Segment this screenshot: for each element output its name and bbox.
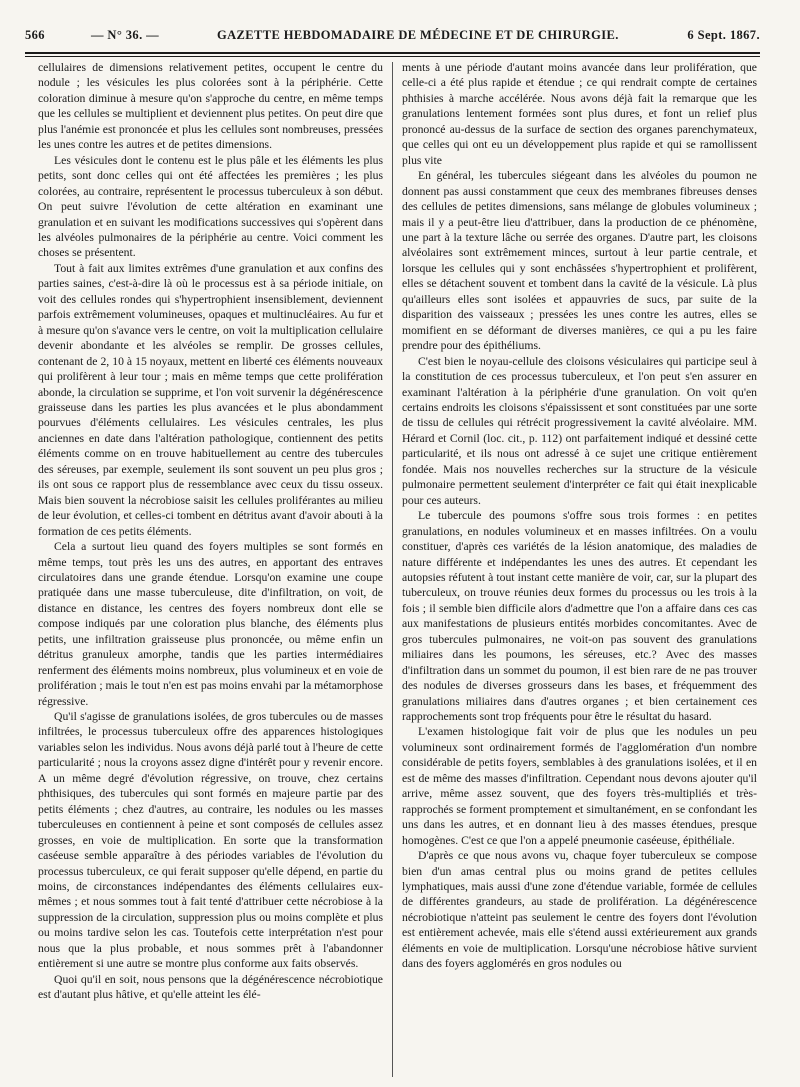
left-column — [38, 60, 383, 1003]
paragraph: Cela a surtout lieu quand des foyers multiples se sont formés en même temps, tout près les uns des autres, en apportant des entraves circulatoires dans une grande étendue. Lorsqu'on examine une coupe pratiquée dans une masse tuberculeuse, dite d'infiltration, on voit, de distance en distance, les centres des foyers nombreux dont elle se compose indiqués par une coloration plus blanche, des éléments plus petits, une infiltration graisseuse plus prononcée, ou même enfin un détritus granuleux amorphe, tandis que les parties intermédiaires renferment des éléments moins nombreux, plus volumineux et en voie de prolifération ; mais le tout n'en est pas moins envahi par la métamorphose régressive. — [38, 540, 383, 708]
paragraph: L'examen histologique fait voir de plus que les nodules un peu volumineux sont ordinairement formés de l'agglomération d'un nombre considérable de petits foyers, semblables à des granulations isolées, et il en est de même des masses d'infiltration. Cependant nous devons ajouter qu'il arrive, même assez souvent, que des foyers très-multipliés et très-rapprochés se forment promptement et simultanément, en se confondant les uns dans les autres, et en donnant lieu à des masses étendues, presque homogènes. C'est ce que l'on a appelé pneumonie caséeuse, épithéliale. — [402, 725, 757, 847]
paragraph: C'est bien le noyau-cellule des cloisons vésiculaires qui participe seul à la constitution de ces processus tuberculeux, et l'on peut s'en assurer en examinant l'altération à la périphérie d'une granulation. On voit qu'en certains endroits les cloisons s'épaississent et sont constituées par une sorte de tissu de cellules qui rétrécit progressivement la cavité alvéolaire. MM. Hérard et Cornil (loc. cit., p. 112) ont parfaitement indiqué et dessiné cette particularité, et ils nous ont adressé à ce sujet une critique entièrement fondée. Mais nos nouvelles recherches sur la structure de la vésicule pulmonaire permettent seulement d'interpréter ce fait qui était inexplicable pour ces auteurs. — [402, 354, 757, 507]
header-rule-thick — [25, 52, 760, 54]
issue-number: — N° 36. — — [91, 28, 160, 42]
journal-title: GAZETTE HEBDOMADAIRE DE MÉDECINE ET DE CHIRURGIE. — [217, 28, 619, 42]
page-header — [25, 28, 760, 48]
paragraph: cellulaires de dimensions relativement petites, occupent le centre du nodule ; les vésicules les plus colorées sont à la périphérie. Cette coloration diminue à mesure qu'on s'approche du centre, en même temps que les cellules se multiplient et deviennent plus petites. On peut dire que plus l'anémie est prononcée et plus les cellules sont nombreuses, pressées les unes contre les autres et de petites dimensions. — [38, 61, 383, 152]
paragraph: Le tubercule des poumons s'offre sous trois formes : en petites granulations, en nodules volumineux et en masses infiltrées. On a voulu constituer, d'après ces variétés de la lésion anatomique, des maladies de nature différente et indépendantes les unes des autres. Et cependant les autopsies réfutent à tout instant cette manière de voir, car, sur la plupart des tuberculeux, on trouve réunies deux formes du processus ou les trois à la fois ; il semble bien difficile alors d'admettre que l'on a affaire dans ces cas aux manifestations de plusieurs entités morbides concomitantes. Avec de gros tubercules pulmonaires, ne voit-on pas souvent des granulations miliaires dans les poumons, les séreuses, etc.? Avec des masses d'infiltration dans un sommet du poumon, il est bien rare de ne pas trouver des nodules de diverses grosseurs dans les bases, et fréquemment des granulations miliaires dans d'autres organes ; et bien certainement ces rapprochements sont trop fréquents pour être le résultat du hasard. — [402, 509, 757, 724]
header-rule-thin — [25, 56, 760, 57]
paragraph: Qu'il s'agisse de granulations isolées, de gros tubercules ou de masses infiltrées, le processus tuberculeux offre des apparences histologiques variables selon les individus. Nous avons déjà parlé tout à l'heure de cette particularité ; nous la croyons assez digne d'intérêt pour y revenir encore. A un même degré d'évolution régressive, on trouve, chez certains phthisiques, des tubercules qui sont formés en majeure partie par des petits éléments ; chez d'autres, au contraire, les nodules ou les masses tuberculeuses en contiennent à peine et sont composés de cellules assez grosses, en voie de multiplication. En sorte que la transformation caséeuse semble apparaître à des périodes variables de l'évolution du processus tuberculeux, ce qui ferait supposer qu'elle dépend, en partie du moins, de circonstances indépendantes des éléments cellulaires eux-mêmes ; et nous sommes tout à fait tenté d'attribuer cette nécrobiose à la suppression de la circulation, suppression plus ou moins complète et plus ou moins tardive selon les cas. Toutefois cette interprétation n'est pour nous que la plus probable, et nous sommes prêt à l'abandonner entièrement si une autre se montre plus conforme aux faits observés. — [38, 710, 383, 971]
paragraph: Tout à fait aux limites extrêmes d'une granulation et aux confins des parties saines, c'est-à-dire là où le processus est à sa période initiale, on voit des cellules rondes qui s'hypertrophient insensiblement, deviennent parfois extrêmement volumineuses, opaques et multinucléaires. Au fur et à mesure qu'on s'avance vers le centre, on voit la multiplication cellulaire devenir abondante et les alvéoles se remplir. De grosses cellules, contenant de 2, 10 à 15 noyaux, mettent en liberté ces éléments nouveaux qui prolifèrent à leur tour ; mais en même temps que cette prolifération abonde, la circulation se supprime, et l'on voit survenir la dégénérescence graisseuse dans les parties les plus avancées et le plus abondamment pourvues d'éléments cellulaires. Les vésicules centrales, les plus anciennes en date dans l'altération pathologique, contiennent des petits éléments comme on en trouve habituellement au centre des tubercules des séreuses, par exemple, seulement ils sont souvent un peu plus gros ; ils ont sous ce rapport plus de ressemblance avec ceux du tissu osseux. Mais bien souvent la nécrobiose saisit les cellules proliférantes au milieu de leur évolution, et celles-ci tombent en détritus avant d'avoir abouti à la formation de ces petits éléments. — [38, 261, 383, 538]
paragraph: En général, les tubercules siégeant dans les alvéoles du poumon ne donnent pas aussi constamment que ceux des membranes fibreuses denses des cellules de petites dimensions, sans mélange de globules volumineux ; mais il y a peut-être lieu d'attribuer, dans la production de ce phénomène, une part à la texture lâche ou serrée des organes. D'autre part, les cloisons alvéolaires sont extrêmement minces, surtout à leur partie centrale, et lorsque les cellules qui y sont enchâssées s'hypertrophient et prolifèrent, elles se détachent souvent et tombent dans la cavité de la vésicule. Là plus qu'ailleurs elles sont isolées et appauvries de sucs, par suite de la disparition des vaisseaux ; pressées les unes contre les autres, elles se momifient en se déformant de diverses manières, ce qui a pu les faire prendre pour des épithéliums. — [402, 169, 757, 353]
paragraph: ments à une période d'autant moins avancée dans leur prolifération, que celle-ci a été plus rapide et étendue ; ce qui rendrait compte de certaines phthisies à marche accélérée. Nous avons déjà fait la remarque que les granulations lentement formées sont plus dures, et font un relief plus prononcé au-dessus de la surface de section des organes parenchymateux, que celles qui ont eu un développement plus rapide et qui se ramollissent plus vite — [402, 61, 757, 167]
page-number: 566 — [25, 28, 45, 42]
paragraph: Quoi qu'il en soit, nous pensons que la dégénérescence nécrobiotique est d'autant plus hâtive, et qu'elle atteint les élé- — [38, 972, 383, 1002]
paragraph: Les vésicules dont le contenu est le plus pâle et les éléments les plus petits, sont donc celles qui ont été affectées les premières ; les plus colorées, au contraire, représentent le processus tuberculeux à son début. On peut suivre l'évolution de cette altération en examinant une granulation et en suivant les modifications successives qui s'opèrent dans les alvéoles pulmonaires de la périphérie au centre. Voici comment les choses se présentent. — [38, 153, 383, 260]
paragraph: D'après ce que nous avons vu, chaque foyer tuberculeux se compose bien d'un amas central plus ou moins grand de petites cellules lymphatiques, mais aussi d'une zone d'étendue variable, formée de cellules de différentes grandeurs, au stade de prolifération. La dégénérescence nécrobiotique n'atteint pas seulement le centre des foyers dont l'évolution est entièrement achevée, mais elle s'étend aussi extérieurement aux grands éléments en voie de multiplication. Lorsqu'une nécrobiose hâtive survient dans des foyers agglomérés en gros nodules ou — [402, 849, 757, 971]
issue-date: 6 Sept. 1867. — [687, 28, 760, 42]
column-divider — [392, 62, 393, 1077]
right-column — [402, 60, 757, 972]
